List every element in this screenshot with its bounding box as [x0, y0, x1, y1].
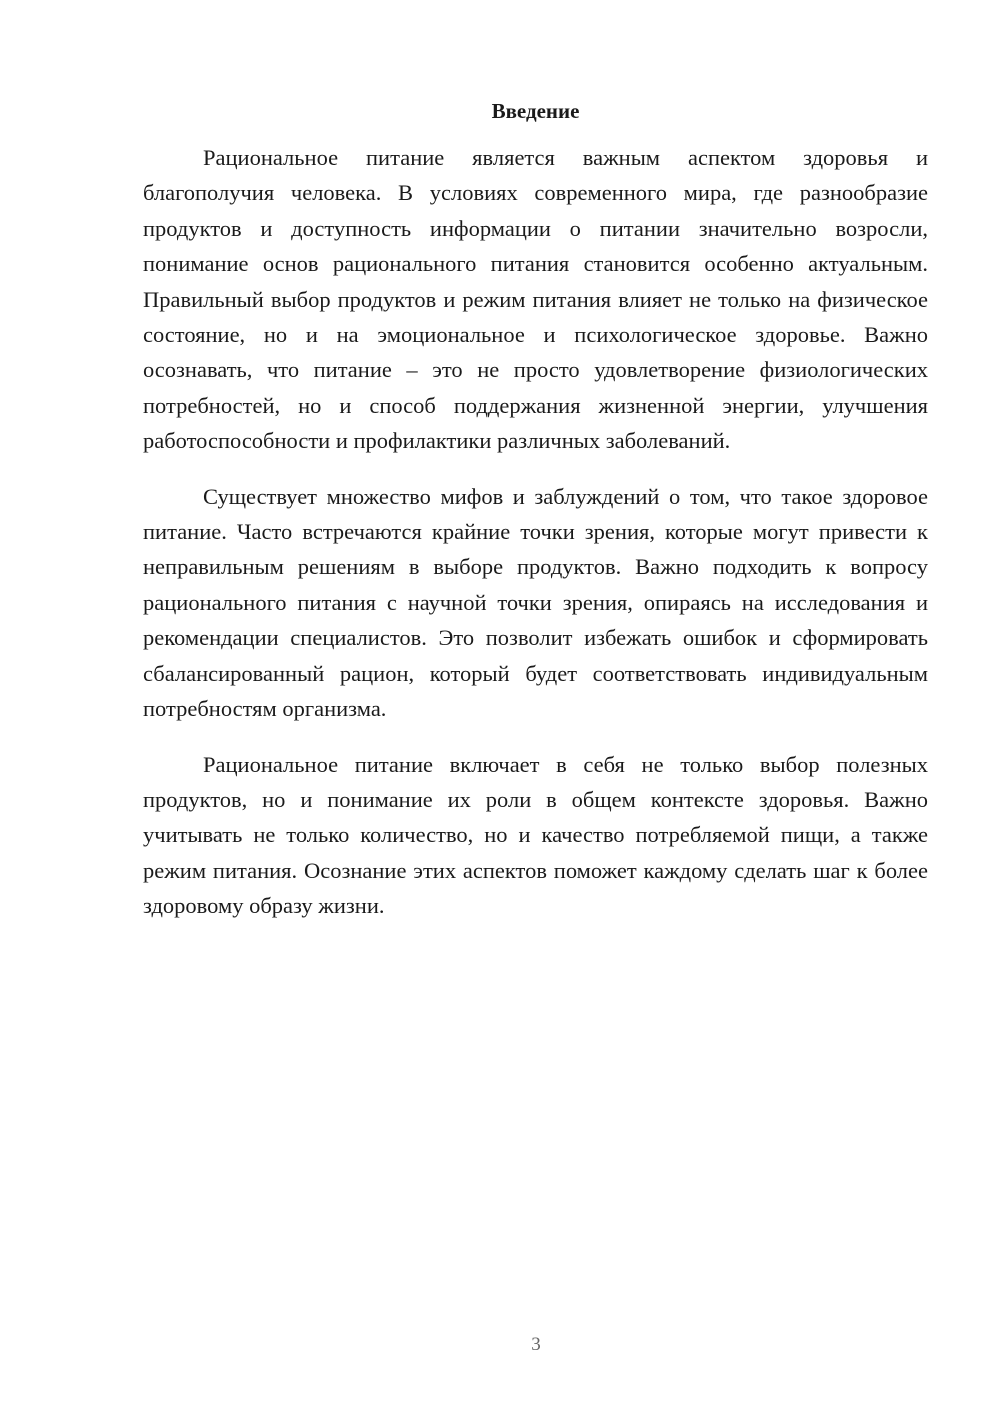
paragraph-2: Существует множество мифов и заблуждений о том, что такое здоровое питание. Часто встречаются крайние точки зрения, которые могут привести к неправильным решениям в выборе продуктов. Важно подходить к вопросу рационального питания с научной точки зрения, опираясь на исследования и рекомендации специалистов. Это позволит избежать ошибок и сформировать сбалансированный рацион, который будет соответствовать индивидуальным потребностям организма.	[143, 483, 928, 722]
paragraph-1: Рациональное питание является важным аспектом здоровья и благополучия человека. В условиях современного мира, где разнообразие продуктов и доступность информации о питании значительно возросли, понимание основ рационального питания становится особенно актуальным. Правильный выбор продуктов и режим питания влияет не только на физическое состояние, но и на эмоциональное и психологическое здоровье. Важно осознавать, что питание – это не просто удовлетворение физиологических потребностей, но и способ поддержания жизненной энергии, улучшения работоспособности и профилактики различных заболеваний.	[143, 145, 928, 454]
section-heading: Введение	[491, 99, 580, 123]
page-number: 3	[531, 1334, 541, 1355]
paragraph-3: Рациональное питание включает в себя не только выбор полезных продуктов, но и понимание их роли в общем контексте здоровья. Важно учитывать не только количество, но и качество потребляемой пищи, а также режим питания. Осознание этих аспектов поможет каждому сделать шаг к более здоровому образу жизни.	[143, 751, 928, 919]
page-content	[143, 96, 928, 924]
